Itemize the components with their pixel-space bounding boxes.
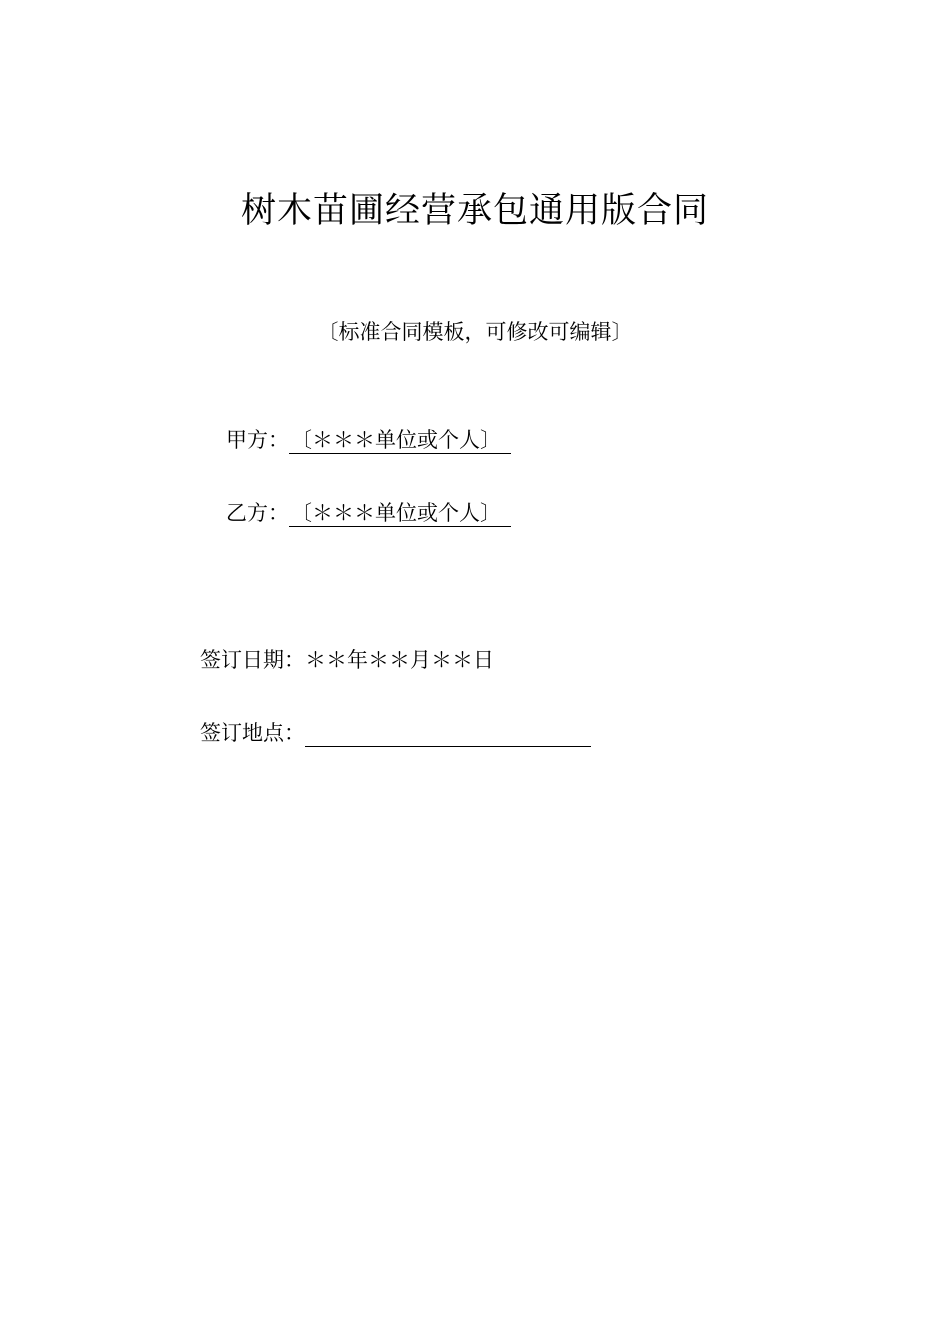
sign-date-value: ＊＊年＊＊月＊＊日 (305, 648, 494, 672)
party-b-row (226, 497, 511, 527)
party-b-value: 〔＊＊＊单位或个人〕 (289, 501, 511, 527)
sign-place-row (200, 717, 591, 747)
party-a-label: 甲方： (226, 428, 289, 452)
party-a-row (226, 424, 511, 454)
document-title: 树木苗圃经营承包通用版合同 (240, 191, 709, 231)
sign-date-label: 签订日期： (200, 648, 305, 672)
sign-place-blank (305, 722, 591, 747)
party-a-value: 〔＊＊＊单位或个人〕 (289, 428, 511, 454)
sign-date-row (200, 644, 494, 674)
document-subtitle: 〔标准合同模板，可修改可编辑〕 (317, 320, 633, 344)
sign-place-label: 签订地点： (200, 721, 305, 745)
party-b-label: 乙方： (226, 501, 289, 525)
